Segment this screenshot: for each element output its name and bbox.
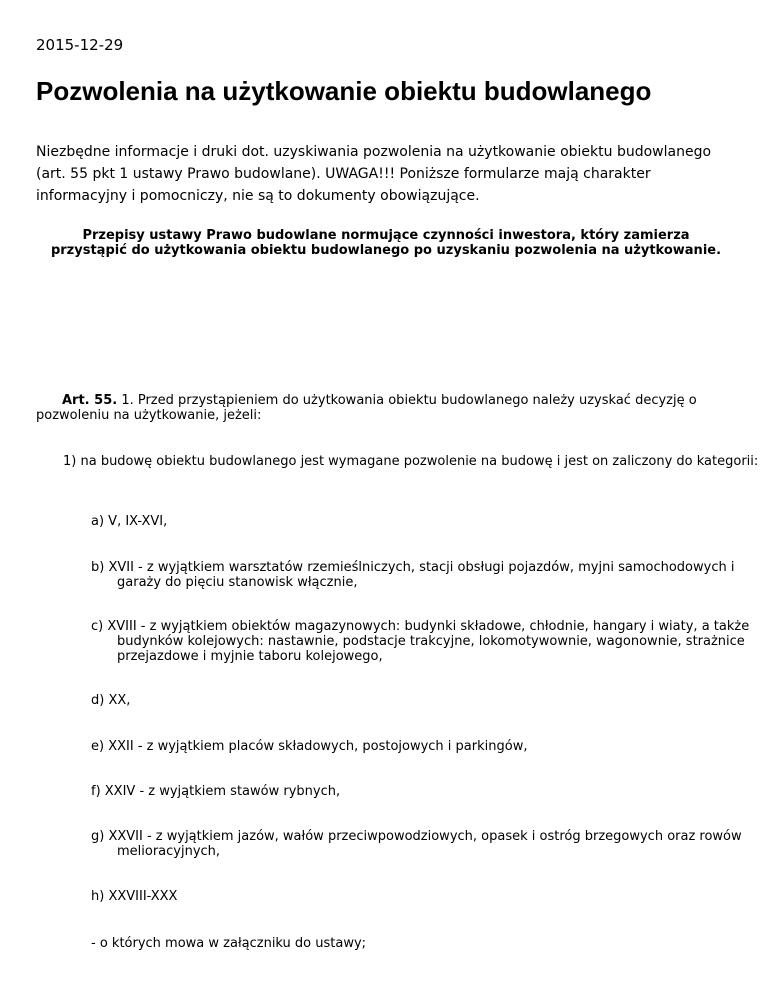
- page-title: Pozwolenia na użytkowanie obiektu budowlanego: [36, 76, 652, 106]
- point-g: g) XXVII - z wyjątkiem jazów, wałów przeciwpowodziowych, opasek i ostróg brzegowych oraz rowów melioracyjnych,: [91, 829, 742, 859]
- article-number: Art. 55.: [62, 393, 118, 408]
- point-1: 1) na budowę obiektu budowlanego jest wymagane pozwolenie na budowę i jest on zaliczony do kategorii:: [63, 454, 759, 469]
- intro-paragraph: Niezbędne informacje i druki dot. uzyskiwania pozwolenia na użytkowanie obiektu budowlanego (art. 55 pkt 1 ustawy Prawo budowlane). UWAGA!!! Poniższe formularze mają charakter informacyjny i pomocniczy, nie są to dokumenty obowiązujące.: [36, 144, 712, 204]
- point-closing: - o których mowa w załączniku do ustawy;: [91, 936, 367, 951]
- article-text: 1. Przed przystąpieniem do użytkowania obiektu budowlanego należy uzyskać decyzję o pozwoleniu na użytkowanie, jeżeli:: [36, 393, 697, 423]
- point-d: d) XX,: [91, 693, 131, 708]
- point-c: c) XVIII - z wyjątkiem obiektów magazynowych: budynki składowe, chłodnie, hangary i wiaty, a także budynków kolejowych: nastawnie, podstacje trakcyjne, lokomotywownie, wagonownie, strażnice przejazdowe i myjnie taboru kolejowego,: [91, 619, 750, 664]
- point-f: f) XXIV - z wyjątkiem stawów rybnych,: [91, 784, 341, 799]
- point-b: b) XVII - z wyjątkiem warsztatów rzemieślniczych, stacji obsługi pojazdów, myjni samochodowych i garaży do pięciu stanowisk włącznie,: [91, 560, 735, 590]
- point-e: e) XXII - z wyjątkiem placów składowych, postojowych i parkingów,: [91, 739, 528, 754]
- point-h: h) XXVIII-XXX: [91, 889, 178, 904]
- section-heading: Przepisy ustawy Prawo budowlane normujące czynności inwestora, który zamierza przystąpić do użytkowania obiektu budowlanego po uzyskaniu pozwolenia na użytkowanie.: [50, 228, 722, 258]
- point-a: a) V, IX-XVI,: [91, 514, 168, 529]
- article-55-paragraph: [36, 393, 736, 423]
- publication-date: 2015-12-29: [36, 36, 124, 54]
